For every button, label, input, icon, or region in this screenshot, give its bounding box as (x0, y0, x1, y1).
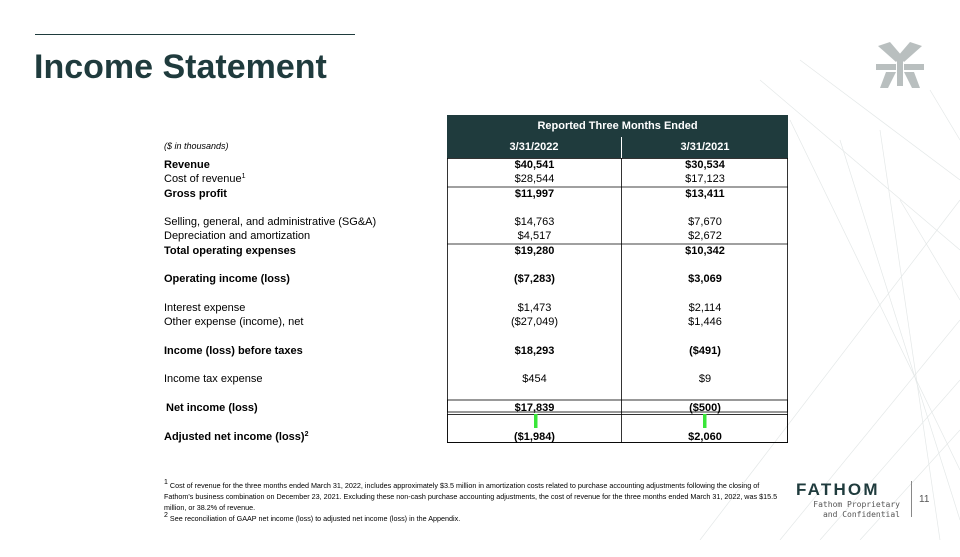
table-row-spacer (164, 387, 788, 401)
table-row-spacer (164, 258, 788, 272)
column-header-2021: 3/31/2021 (622, 137, 788, 158)
table-row: Gross profit $11,997 $13,411 (164, 187, 725, 200)
table-body (164, 158, 788, 444)
table-row-spacer (164, 415, 788, 429)
table-row: Net income (loss) $17,839 ($500) (166, 402, 721, 415)
table-row-spacer (164, 201, 788, 215)
footer-divider (911, 481, 912, 517)
table-row: Adjusted net income (loss)$^2$ ($1,984) $2,060 (164, 430, 722, 443)
table-row: Selling, general, and administrative (SG&A) $14,763 $7,670 (164, 216, 722, 229)
table-row: Income tax expense $454 $9 (164, 373, 712, 386)
fathom-wordmark: FATHOM (796, 480, 880, 499)
header-group: Reported Three Months Ended (447, 115, 788, 137)
table-row: Cost of revenue$^1$ $28,544 $17,123 (164, 173, 725, 186)
footnote-1: $^1$ Cost of revenue for the three months ended March 31, 2022, includes approximately $3.5 million in amortization costs related to purchase accounting adjustments following the closing of Fathom's business combination on December 23, 2021. Excluding these non-cash purchase accounting adjustments, the cost of revenue for the three months ended March 31, 2022, was $15.5 million, or 38.2% of revenue. (164, 479, 778, 512)
table-row: Other expense (income), net ($27,049) $1,446 (164, 316, 722, 329)
title-rule (35, 34, 355, 35)
table-row-spacer (164, 287, 788, 301)
units-note: ($ in thousands) (164, 141, 229, 151)
page-number: 11 (919, 494, 930, 505)
confidential-notice: Fathom Proprietary and Confidential (813, 500, 900, 519)
table-row-spacer (164, 330, 788, 344)
footnotes (164, 480, 784, 524)
page-title: Income Statement (34, 48, 327, 86)
table-row: Total operating expenses $19,280 $10,342 (164, 244, 725, 257)
footnote-2: $^2$ See reconciliation of GAAP net income (loss) to adjusted net income (loss) in the Appendix. (164, 512, 461, 523)
table-row: Income (loss) before taxes $18,293 ($491) (164, 344, 721, 357)
column-header-2022: 3/31/2022 (447, 137, 621, 158)
table-row: Operating income (loss) ($7,283) $3,069 (164, 273, 722, 286)
fathom-logo-icon (872, 38, 928, 92)
table-row: Interest expense $1,473 $2,114 (164, 301, 722, 314)
table-row: Depreciation and amortization $4,517 $2,672 (164, 230, 722, 243)
table-row: Revenue $40,541 $30,534 (164, 159, 725, 171)
table-row-spacer (164, 358, 788, 372)
